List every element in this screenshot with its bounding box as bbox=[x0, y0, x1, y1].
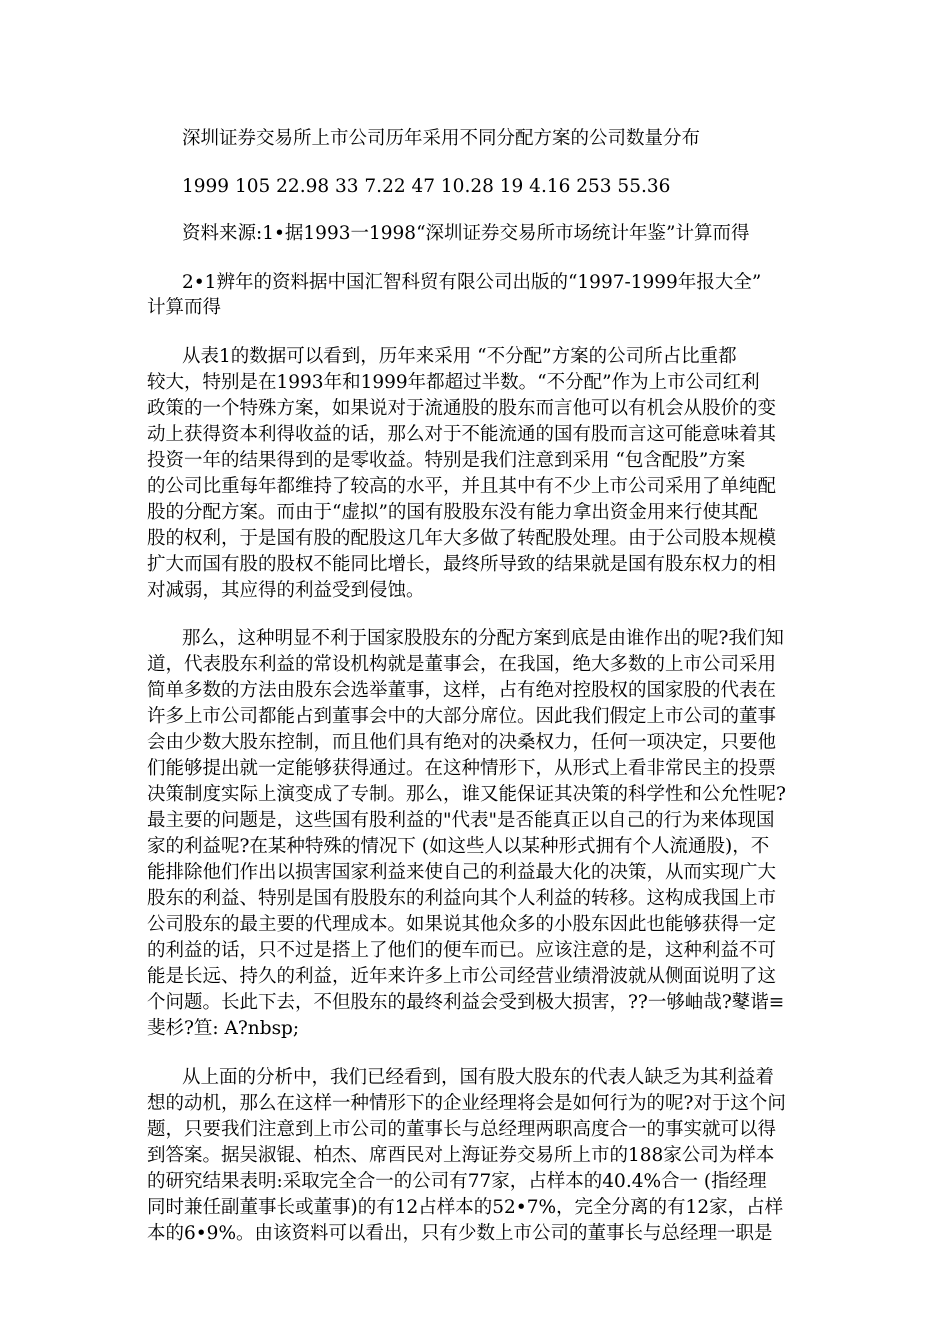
paragraph-2-line: 个问题。长此下去，不但股东的最终利益会受到极大损害，??一够岫哉?鼕谐≡ bbox=[147, 992, 785, 1013]
paragraph-2-line: 许多上市公司都能占到董事会中的大部分席位。因此我们假定上市公司的董事 bbox=[147, 706, 777, 727]
paragraph-3-line: 题，只要我们注意到上市公司的董事长与总经理两职高度合一的事实就可以得 bbox=[147, 1119, 777, 1140]
paragraph-1-line: 扩大而国有股的股权不能同比增长，最终所导致的结果就是国有股东权力的相 bbox=[147, 554, 777, 575]
paragraph-3-line: 的研究结果表明:采取完全合一的公司有77家，占样本的40.4%合一 (指经理 bbox=[147, 1171, 767, 1192]
paragraph-2-line: 能排除他们作出以损害国家利益来使自己的利益最大化的决策，从而实现广大 bbox=[147, 862, 777, 883]
paragraph-1-line: 的公司比重每年都维持了较高的水平，并且其中有不少上市公司采用了单纯配 bbox=[147, 476, 777, 497]
paragraph-2-line: 们能够提出就一定能够获得通过。在这种情形下，从形式上看非常民主的投票 bbox=[147, 758, 777, 779]
paragraph-3-line: 同时兼任副董事长或董事)的有12占样本的52•7%，完全分离的有12家，占样 bbox=[147, 1197, 784, 1218]
paragraph-3-line: 到答案。据吴淑锟、柏杰、席酉民对上海证券交易所上市的188家公司为样本 bbox=[147, 1145, 775, 1166]
paragraph-2-line: 决策制度实际上演变成了专制。那么，谁又能保证其决策的科学性和公允性呢? bbox=[147, 784, 786, 805]
paragraph-2-line: 那么，这种明显不利于国家股股东的分配方案到底是由谁作出的呢?我们知 bbox=[182, 628, 784, 649]
paragraph-2-line: 家的利益呢?在某种特殊的情况下 (如这些人以某种形式拥有个人流通股)，不 bbox=[147, 836, 770, 857]
paragraph-1-line: 投资一年的结果得到的是零收益。特别是我们注意到采用 “包含配股”方案 bbox=[147, 450, 746, 471]
paragraph-3-line: 从上面的分析中，我们已经看到，国有股大股东的代表人缺乏为其利益着 bbox=[182, 1067, 775, 1088]
source-note-2-line-2: 计算而得 bbox=[147, 297, 222, 318]
paragraph-2-line: 道，代表股东利益的常设机构就是董事会，在我国，绝大多数的上市公司采用 bbox=[147, 654, 777, 675]
paragraph-2-line: 最主要的问题是，这些国有股利益的"代表"是否能真正以自己的行为来体现国 bbox=[147, 810, 775, 831]
paragraph-2-line: 简单多数的方法由股东会选举董事，这样，占有绝对控股权的国家股的代表在 bbox=[147, 680, 777, 701]
paragraph-2-line: 公司股东的最主要的代理成本。如果说其他众多的小股东因此也能够获得一定 bbox=[147, 914, 777, 935]
paragraph-1-line: 从表1的数据可以看到，历年来采用 “不分配”方案的公司所占比重都 bbox=[182, 346, 737, 367]
paragraph-2-line: 能是长远、持久的利益，近年来许多上市公司经营业绩滑波就从侧面说明了这 bbox=[147, 966, 777, 987]
paragraph-2-line: 股东的利益、特别是国有股股东的利益向其个人利益的转移。这构成我国上市 bbox=[147, 888, 777, 909]
source-note-2-line-1: 2•1辨年的资料据中国汇智科贸有限公司出版的“1997-1999年报大全” bbox=[182, 272, 762, 293]
paragraph-1-line: 股的权利，于是国有股的配股这几年大多做了转配股处理。由于公司股本规模 bbox=[147, 528, 777, 549]
paragraph-2-line: 斐杉?笪: A?nbsp; bbox=[147, 1018, 300, 1039]
paragraph-1-line: 对减弱，其应得的利益受到侵蚀。 bbox=[147, 580, 425, 601]
paragraph-1-line: 较大，特别是在1993年和1999年都超过半数。“不分配”作为上市公司红利 bbox=[147, 372, 760, 393]
paragraph-1-line: 股的分配方案。而由于“虚拟”的国有股股东没有能力拿出资金用来行使其配 bbox=[147, 502, 758, 523]
source-note-1: 资料来源:1•据1993一1998“深圳证券交易所市场统计年鉴”计算而得 bbox=[182, 223, 750, 244]
paragraph-1-line: 政策的一个特殊方案，如果说对于流通股的股东而言他可以有机会从股价的变 bbox=[147, 398, 777, 419]
table-title: 深圳证券交易所上市公司历年采用不同分配方案的公司数量分布 bbox=[182, 128, 701, 149]
paragraph-3-line: 想的动机，那么在这样一种情形下的企业经理将会是如何行为的呢?对于这个问 bbox=[147, 1093, 786, 1114]
table-row-1999: 1999 105 22.98 33 7.22 47 10.28 19 4.16 253 55.36 bbox=[182, 176, 671, 197]
paragraph-3-line: 本的6•9%。由该资料可以看出，只有少数上市公司的董事长与总经理一职是 bbox=[147, 1223, 773, 1244]
paragraph-2-line: 的利益的话，只不过是搭上了他们的便车而已。应该注意的是，这种利益不可 bbox=[147, 940, 777, 961]
paragraph-1-line: 动上获得资本利得收益的话，那么对于不能流通的国有股而言这可能意味着其 bbox=[147, 424, 777, 445]
paragraph-2-line: 会由少数大股东控制，而且他们具有绝对的决桑权力，任何一项决定，只要他 bbox=[147, 732, 777, 753]
